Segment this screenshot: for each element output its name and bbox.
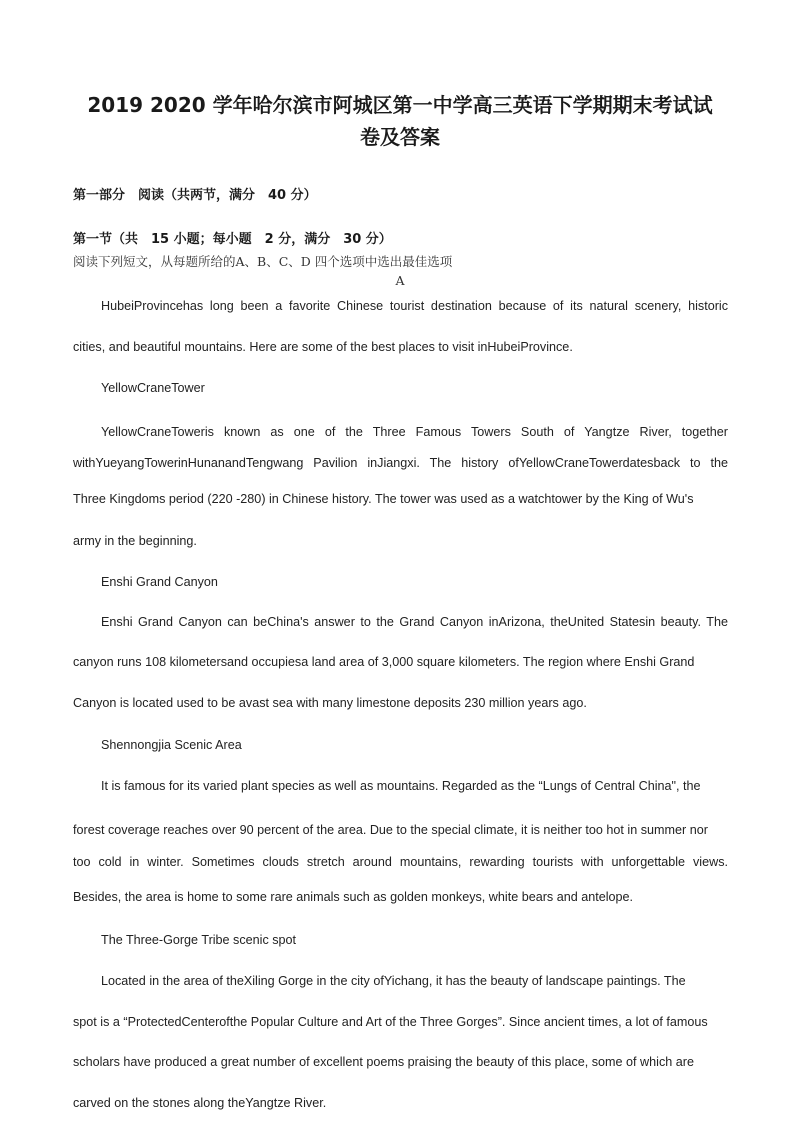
paragraph-line: It is famous for its varied plant species as well as mountains. Regarded as the “Lungs of Central China", the	[101, 779, 701, 793]
paragraph-line: Besides, the area is home to some rare animals such as golden monkeys, white bears and antelope.	[73, 890, 634, 904]
paragraph-line: army in the beginning.	[73, 534, 197, 548]
document-title-line-2: 卷及答案	[360, 125, 440, 149]
paragraph-line: withYueyangTowerinHunanandTengwang Pavilion inJiangxi. The history ofYellowCraneTowerdatesback to the	[73, 456, 728, 470]
paragraph-line: YellowCraneToweris known as one of the Three Famous Towers South of Yangtze River, together	[101, 425, 728, 439]
paragraph-line: too cold in winter. Sometimes clouds stretch around mountains, rewarding tourists with unforgettable views.	[73, 855, 728, 869]
paragraph-line: spot is a “ProtectedCenterofthe Popular Culture and Art of the Three Gorges”. Since ancient times, a lot of famous	[73, 1015, 708, 1029]
instruction-text: 阅读下列短文，从每题所给的A、B、C、D 四个选项中选出最佳选项	[73, 254, 453, 269]
section-subheading: YellowCraneTower	[101, 381, 205, 395]
paragraph-line: HubeiProvincehas long been a favorite Chinese tourist destination because of its natural scenery, historic	[101, 299, 728, 313]
section-subheading: Shennongjia Scenic Area	[101, 738, 242, 752]
document-title-line-1: 2019 2020 学年哈尔滨市阿城区第一中学高三英语下学期期末考试试	[87, 93, 713, 117]
paragraph-line: scholars have produced a great number of excellent poems praising the beauty of this place, some of which are	[73, 1055, 694, 1069]
paragraph-line: cities, and beautiful mountains. Here are some of the best places to visit inHubeiProvince.	[73, 340, 573, 354]
paragraph-line: Enshi Grand Canyon can beChina's answer to the Grand Canyon inArizona, theUnited Statesin beauty. The	[101, 615, 728, 629]
paragraph-line: Located in the area of theXiling Gorge in the city ofYichang, it has the beauty of landscape paintings. The	[101, 974, 686, 988]
paragraph-line: forest coverage reaches over 90 percent of the area. Due to the special climate, it is neither too hot in summer nor	[73, 823, 708, 837]
section-heading: 第一节（共 15 小题；每小题 2 分，满分 30 分）	[73, 232, 392, 247]
passage-letter: A	[395, 273, 405, 288]
section-subheading: The Three-Gorge Tribe scenic spot	[101, 933, 297, 947]
paragraph-line: canyon runs 108 kilometersand occupiesa land area of 3,000 square kilometers. The region where Enshi Grand	[73, 655, 695, 669]
paragraph-line: Three Kingdoms period (220 -280) in Chinese history. The tower was used as a watchtower by the King of Wu's	[73, 492, 694, 506]
part-heading: 第一部分 阅读（共两节，满分 40 分）	[73, 188, 317, 203]
paragraph-line: carved on the stones along theYangtze River.	[73, 1096, 327, 1110]
section-subheading: Enshi Grand Canyon	[101, 575, 218, 589]
paragraph-line: Canyon is located used to be avast sea with many limestone deposits 230 million years ago.	[73, 696, 587, 710]
